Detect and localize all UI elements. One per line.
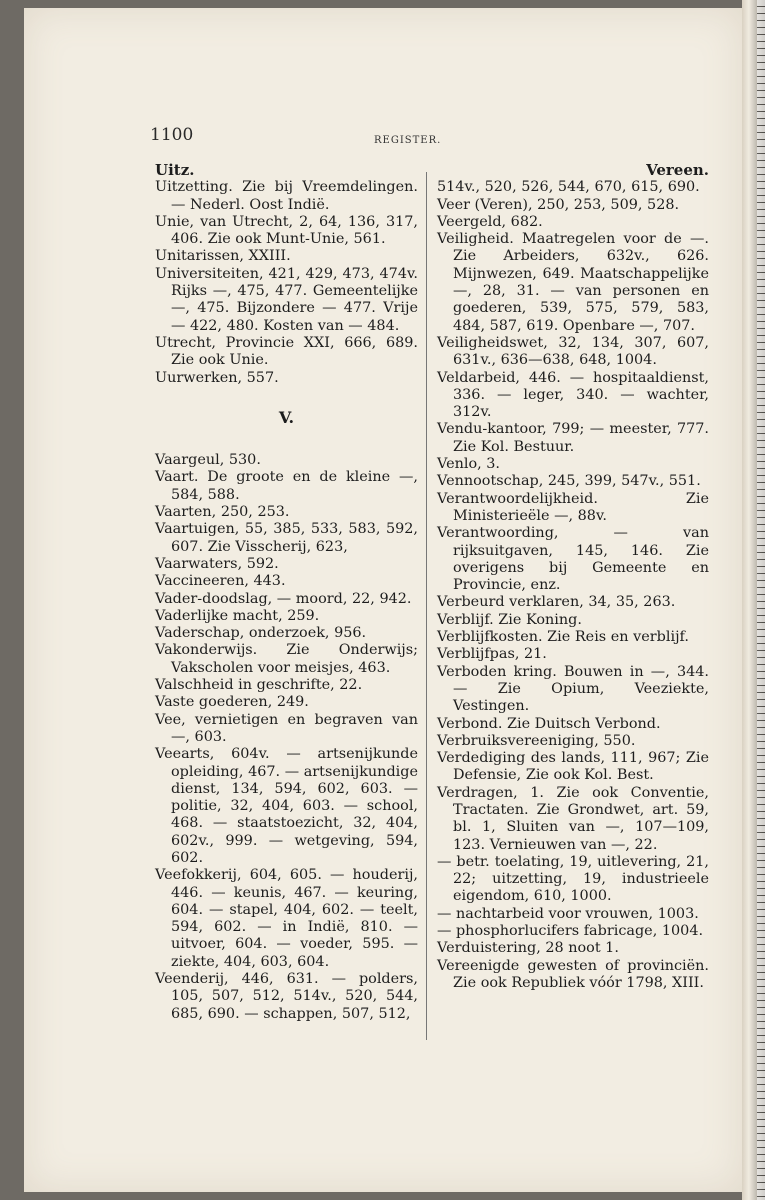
index-entry: Unitarissen, XXIII.: [155, 248, 291, 265]
index-entry: Vee, vernietigen en begraven van —, 603.: [155, 711, 418, 745]
index-entry: Verbeurd verklaren, 34, 35, 263.: [437, 594, 676, 611]
left-column: [155, 162, 418, 1023]
index-entry: Veldarbeid, 446. — hospitaaldienst, 336. — leger, 340. — wachter, 312v.: [437, 369, 709, 421]
index-entry: Vaarwaters, 592.: [155, 555, 279, 572]
index-entry: Unie, van Utrecht, 2, 64, 136, 317, 406. Zie ook Munt-Unie, 561.: [155, 213, 418, 248]
index-entry: — nachtarbeid voor vrouwen, 1003.: [437, 905, 699, 922]
index-entry: Verduistering, 28 noot 1.: [437, 940, 619, 957]
index-entry: Venlo, 3.: [437, 456, 501, 473]
index-entry: Vader-doodslag, — moord, 22, 942.: [155, 590, 412, 607]
index-entry: Verboden kring. Bouwen in —, 344. — Zie Opium, Veeziekte, Vestingen.: [437, 663, 709, 715]
page-header: [150, 125, 710, 155]
guide-word-right: Vereen.: [646, 161, 709, 179]
index-entry: Veiligheid. Maatregelen voor de —. Zie Arbeiders, 632v., 626. Mijnwezen, 649. Maatschappelijke —, 28, 31. — van personen en goederen, 539, 575, 579, 583, 484, 587, 619. Openbare —, 707.: [437, 231, 709, 334]
running-title: REGISTER.: [374, 135, 442, 146]
index-entry: 514v., 520, 526, 544, 670, 615, 690.: [437, 179, 700, 196]
index-entry: Verantwoording, — van rijksuitgaven, 145, 146. Zie overigens bij Gemeente en Provincie, enz.: [437, 525, 709, 594]
index-entry: Vaderlijke macht, 259.: [155, 607, 320, 624]
index-entry: Veearts, 604v. — artsenijkunde opleiding, 467. — artsenijkundige dienst, 134, 594, 602, 603. — politie, 32, 404, 603. — school, 468. — staatstoezicht, 32, 404, 602v., 999. — wetgeving, 594, 602.: [155, 746, 418, 866]
index-entry: — betr. toelating, 19, uitlevering, 21, 22; uitzetting, 19, industrieele eigendom, 610, 1000.: [437, 853, 709, 905]
index-entry: Verdragen, 1. Zie ook Conventie, Tractaten. Zie Grondwet, art. 59, bl. 1, Sluiten van —, 107—109, 123. Vernieuwen van —, 22.: [437, 784, 709, 853]
index-entry: Vaarten, 250, 253.: [155, 504, 290, 521]
index-entry: Valschheid in geschrifte, 22.: [155, 677, 363, 694]
index-entry: Verbruiksvereeniging, 550.: [437, 732, 636, 749]
index-entry: Utrecht, Provincie XXI, 666, 689. Zie ook Unie.: [155, 334, 418, 369]
index-entry: Veiligheidswet, 32, 134, 307, 607, 631v., 636—638, 648, 1004.: [437, 334, 709, 369]
page-number: 1100: [150, 125, 194, 145]
index-entry: Vaccineeren, 443.: [155, 573, 286, 590]
index-entry: Vereenigde gewesten of provinciën. Zie ook Republiek vóór 1798, XIII.: [437, 957, 709, 991]
index-entry: Vennootschap, 245, 399, 547v., 551.: [437, 473, 701, 490]
index-entry: Veer (Veren), 250, 253, 509, 528.: [437, 196, 680, 213]
scale-ruler: [757, 0, 765, 1200]
index-entry: Vaste goederen, 249.: [155, 694, 309, 711]
index-entry: Veergeld, 682.: [437, 213, 543, 230]
index-entry: Vaargeul, 530.: [155, 452, 261, 469]
section-letter: V.: [278, 407, 295, 427]
index-entry: Verblijfpas, 21.: [437, 646, 547, 663]
index-entry: Verantwoordelijkheid. Zie Ministerieële —, 88v.: [437, 490, 709, 524]
index-entry: Verbond. Zie Duitsch Verbond.: [437, 715, 661, 732]
index-entry: Uurwerken, 557.: [155, 369, 279, 386]
index-entry: Universiteiten, 421, 429, 473, 474v. Rijks —, 475, 477. Gemeentelijke —, 475. Bijzondere — 477. Vrije — 422, 480. Kosten van — 484.: [155, 265, 418, 334]
index-entry: Vakonderwijs. Zie Onderwijs; Vakscholen voor meisjes, 463.: [155, 642, 418, 676]
index-entry: — phosphorlucifers fabricage, 1004.: [437, 923, 704, 940]
index-entry: Verblijf. Zie Koning.: [437, 611, 582, 628]
right-column: [437, 162, 709, 992]
index-entry: Verblijfkosten. Zie Reis en verblijf.: [437, 629, 689, 646]
index-entry: Veefokkerij, 604, 605. — houderij, 446. — keunis, 467. — keuring, 604. — stapel, 404, 602. — teelt, 594, 602. — in Indië, 810. — uitvoer, 604. — voeder, 595. — ziekte, 404, 603, 604.: [155, 867, 418, 970]
index-entry: Vaart. De groote en de kleine —, 584, 588.: [155, 469, 418, 503]
guide-word-left: Uitz.: [155, 161, 195, 179]
book-binding-edge: [742, 0, 765, 1200]
column-divider: [426, 172, 427, 1040]
index-entry: Vaartuigen, 55, 385, 533, 583, 592, 607. Zie Visscherij, 623,: [155, 521, 418, 555]
index-entry: Uitzetting. Zie bij Vreemdelingen. — Nederl. Oost Indië.: [155, 179, 418, 213]
index-entry: Vendu-kantoor, 799; — meester, 777. Zie Kol. Bestuur.: [437, 421, 709, 455]
index-entry: Verdediging des lands, 111, 967; Zie Defensie, Zie ook Kol. Best.: [437, 750, 709, 784]
index-entry: Veenderij, 446, 631. — polders, 105, 507, 512, 514v., 520, 544, 685, 690. — schappen, 507, 512,: [155, 971, 418, 1022]
index-entry: Vaderschap, onderzoek, 956.: [155, 625, 367, 642]
